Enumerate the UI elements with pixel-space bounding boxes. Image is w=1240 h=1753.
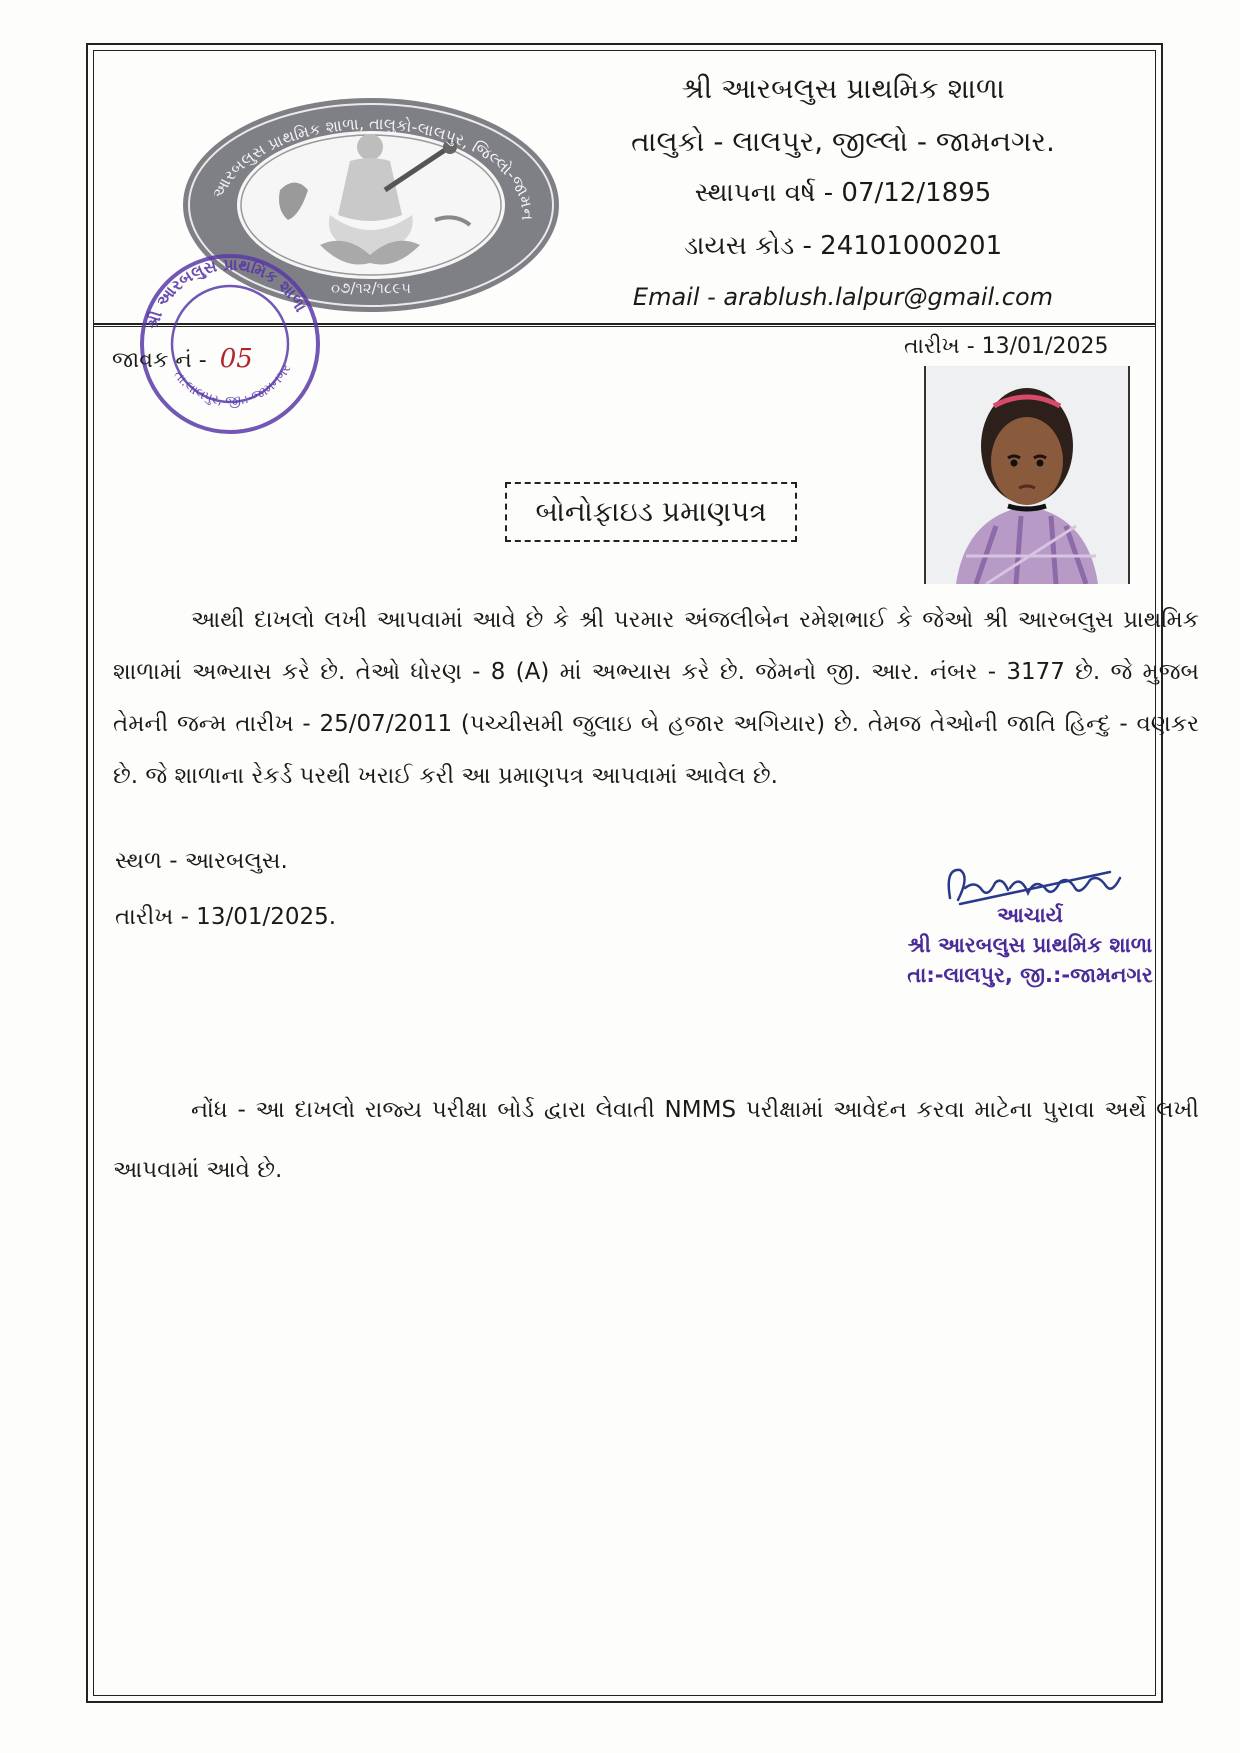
student-photo: [924, 366, 1130, 584]
outward-number-row: [112, 344, 253, 374]
logo-ring-text: આરબલુસ પ્રાથમિક શાળા, તાલુકો-લાલપુર, જિલ્લો-જામન: [208, 113, 538, 221]
outward-number: 05: [219, 344, 253, 374]
issue-date-bottom: તારીખ - 13/01/2025.: [115, 904, 337, 930]
principal-school: શ્રી આરબલુસ પ્રાથમિક શાળા: [907, 933, 1153, 957]
certificate-title: બોનોફાઇડ પ્રમાણપત્ર: [505, 482, 797, 542]
place-line: સ્થળ - આરબલુસ.: [115, 848, 288, 874]
school-name: શ્રી આરબલુસ પ્રાથમિક શાળા: [681, 72, 1005, 105]
certificate-body: [113, 594, 1199, 802]
school-location: તાલુકો - લાલપુર, જીલ્લો - જામનગર.: [631, 125, 1055, 158]
school-email: Email - arablush.lalpur@gmail.com: [632, 283, 1054, 311]
round-stamp-lower-text: તા.લાલપુર, જી.:-જામનગર: [170, 361, 295, 410]
logo-date-text: ૦૭/૧૨/૧૮૯૫: [330, 279, 412, 297]
outward-label: જાવક નં -: [112, 348, 207, 373]
issue-date-top: તારીખ - 13/01/2025: [904, 334, 1109, 359]
established-year: સ્થાપના વર્ષ - 07/12/1895: [694, 178, 992, 208]
principal-title: આચાર્ય: [997, 903, 1063, 927]
dise-code: ડાયસ કોડ - 24101000201: [683, 231, 1003, 261]
svg-text:શ્રી આરબલુસ પ્રાથમિક શાળા: [142, 255, 310, 331]
round-stamp-text: શ્રી આરબલુસ પ્રાથમિક શાળા: [142, 254, 311, 332]
principal-stamp: [880, 900, 1180, 990]
note-paragraph: નોંધ - આ દાખલો રાજ્ય પરીક્ષા બોર્ડ દ્વારા લેવાતી NMMS પરીક્ષામાં આવેદન કરવા માટેના પુરાવા અર્થે લખી આપવામાં આવે છે.: [113, 1097, 1199, 1183]
certificate-body-paragraph: આથી દાખલો લખી આપવામાં આવે છે કે શ્રી પરમાર અંજલીબેન રમેશભાઈ કે જેઓ શ્રી આરબલુસ પ્રાથમિક શાળામાં અભ્યાસ કરે છે. તેઓ ધોરણ - 8 (A) માં અભ્યાસ કરે છે. જેમનો જી. આર. નંબર - 3177 છે. જે મુજબ તેમની જન્મ તારીખ - 25/07/2011 (પચ્ચીસમી જુલાઇ બે હજાર અગિયાર) છે. તેમજ તેઓની જાતિ હિન્દુ - વણકર છે. જે શાળાના રેકર્ડ પરથી ખરાઈ કરી આ પ્રમાણપત્ર આપવામાં આવેલ છે.: [113, 607, 1199, 789]
note-section: [113, 1080, 1199, 1200]
principal-address: તા:-લાલપુર, જી.:-જામનગર: [907, 963, 1153, 987]
